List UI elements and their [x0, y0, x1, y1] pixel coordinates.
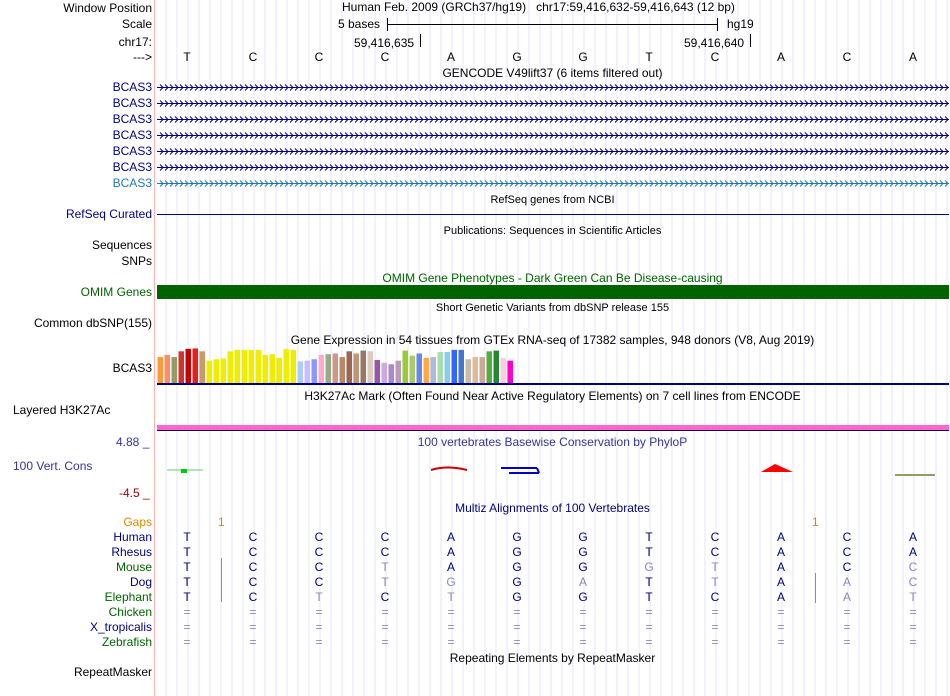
gtex-tissue-bar[interactable]	[466, 359, 472, 383]
alignment-base: G	[512, 530, 522, 544]
species-label[interactable]: Mouse	[115, 560, 152, 574]
dbsnp-title[interactable]: Short Genetic Variants from dbSNP release 155	[435, 302, 670, 314]
base-letter: C	[314, 50, 324, 64]
alignment-base: =	[513, 635, 521, 649]
alignment-base: C	[248, 575, 258, 589]
gtex-tissue-bar[interactable]	[431, 357, 437, 383]
gtex-tissue-bar[interactable]	[158, 357, 164, 383]
assembly-label: hg19	[727, 17, 754, 31]
refseq-title[interactable]: RefSeq genes from NCBI	[490, 194, 615, 206]
gencode-transcript-label[interactable]: BCAS3	[112, 112, 152, 126]
gencode-transcript-line[interactable]	[157, 100, 949, 107]
gtex-tissue-bar[interactable]	[452, 350, 458, 383]
alignment-base: =	[381, 635, 389, 649]
alignment-base: =	[381, 620, 389, 634]
alignment-base: =	[183, 605, 191, 619]
alignment-base: =	[315, 620, 323, 634]
gtex-tissue-bar[interactable]	[298, 361, 304, 383]
gtex-tissue-bar[interactable]	[417, 353, 423, 383]
alignment-base: T	[183, 590, 191, 604]
base-letter: A	[446, 50, 455, 64]
alignment-base: =	[711, 605, 719, 619]
alignment-base: =	[381, 605, 389, 619]
gtex-tissue-bar[interactable]	[256, 350, 262, 383]
alignment-base: =	[777, 620, 785, 634]
alignment-base: C	[908, 575, 918, 589]
alignment-base: C	[842, 545, 852, 559]
alignment-base: G	[512, 590, 522, 604]
gencode-transcript-label[interactable]: BCAS3	[112, 128, 152, 142]
gencode-transcript-label[interactable]: BCAS3	[112, 96, 152, 110]
alignment-base: A	[446, 530, 455, 544]
alignment-base: C	[248, 545, 258, 559]
h3k27ac-title[interactable]: H3K27Ac Mark (Often Found Near Active Regulatory Elements) on 7 cell lines from ENCODE	[304, 389, 801, 403]
gtex-tissue-bar[interactable]	[424, 358, 430, 383]
alignment-base: A	[776, 530, 785, 544]
h3k27ac-baseline	[157, 430, 949, 431]
omim-label[interactable]: OMIM Genes	[80, 285, 152, 299]
omim-feature-bar[interactable]	[157, 285, 949, 299]
gtex-tissue-bar[interactable]	[228, 351, 234, 383]
label-divider	[154, 0, 155, 696]
gtex-tissue-bar[interactable]	[389, 364, 395, 383]
gtex-tissue-bar[interactable]	[291, 350, 297, 383]
alignment-base: =	[315, 605, 323, 619]
gtex-tissue-bar[interactable]	[508, 361, 514, 383]
gtex-tissue-bar[interactable]	[312, 359, 318, 383]
gtex-tissue-bar[interactable]	[277, 358, 283, 383]
refseq-label[interactable]: RefSeq Curated	[65, 207, 152, 221]
coord-left-tick	[420, 34, 421, 47]
base-letter: T	[645, 50, 653, 64]
alignment-base: T	[447, 590, 455, 604]
alignment-base: T	[183, 545, 191, 559]
gtex-tissue-bar[interactable]	[354, 353, 360, 383]
position-title: Human Feb. 2009 (GRCh37/hg19) chr17:59,416,632-59,416,643 (12 bp)	[342, 0, 735, 14]
phylop-min: -4.5 _	[119, 486, 150, 500]
gtex-tissue-bar[interactable]	[473, 357, 479, 383]
gtex-bar-chart[interactable]	[157, 346, 949, 386]
alignment-base: A	[776, 560, 785, 574]
gtex-tissue-bar[interactable]	[242, 350, 248, 383]
alignment-base: C	[710, 530, 720, 544]
alignment-base: A	[842, 590, 851, 604]
alignment-base: G	[578, 560, 588, 574]
alignment-base: =	[579, 620, 587, 634]
gtex-tissue-bar[interactable]	[200, 351, 206, 383]
species-label[interactable]: Elephant	[104, 590, 152, 604]
alignment-base: =	[249, 605, 257, 619]
alignment-base: =	[183, 635, 191, 649]
gtex-tissue-bar[interactable]	[263, 355, 269, 383]
alignment-base: =	[315, 635, 323, 649]
gtex-tissue-bar[interactable]	[368, 351, 374, 383]
gtex-tissue-bar[interactable]	[326, 354, 332, 383]
coord-right: 59,416,640	[684, 36, 745, 50]
alignment-base: T	[645, 575, 653, 589]
alignment-base: A	[908, 545, 917, 559]
multiz-title[interactable]: Multiz Alignments of 100 Vertebrates	[455, 501, 650, 515]
snps-label[interactable]: SNPs	[121, 254, 152, 268]
scale-bar-left-tick	[387, 18, 388, 31]
gtex-tissue-bar[interactable]	[494, 351, 500, 383]
window-position-label: Window Position	[63, 1, 152, 15]
alignment-base: =	[909, 635, 917, 649]
gtex-tissue-bar[interactable]	[319, 355, 325, 383]
alignment-base: =	[645, 620, 653, 634]
alignment-base: =	[777, 635, 785, 649]
species-label[interactable]: Human	[113, 530, 152, 544]
alignment-base: =	[843, 620, 851, 634]
alignment-base: G	[578, 545, 588, 559]
alignment-base: =	[843, 635, 851, 649]
alignment-base: C	[248, 590, 258, 604]
alignment-base: C	[314, 545, 324, 559]
gtex-tissue-bar[interactable]	[487, 351, 493, 383]
gtex-tissue-bar[interactable]	[172, 357, 178, 383]
alignment-base: T	[909, 590, 917, 604]
gencode-title[interactable]: GENCODE V49lift37 (6 items filtered out)	[442, 66, 663, 80]
gtex-tissue-bar[interactable]	[347, 351, 353, 383]
base-letter: C	[248, 50, 258, 64]
alignment-base: A	[776, 575, 785, 589]
gencode-transcript-line[interactable]	[157, 148, 949, 155]
alignment-base: =	[447, 605, 455, 619]
alignment-base: G	[578, 590, 588, 604]
gtex-tissue-bar[interactable]	[214, 359, 220, 383]
repeatmasker-label[interactable]: RepeatMasker	[73, 665, 152, 679]
base-letter: G	[512, 50, 522, 64]
alignment-base: A	[446, 560, 455, 574]
alignment-base: T	[381, 575, 389, 589]
dbsnp-label[interactable]: Common dbSNP(155)	[33, 316, 152, 330]
gtex-tissue-bar[interactable]	[340, 357, 346, 383]
base-letter: C	[842, 50, 852, 64]
refseq-feature-line[interactable]	[157, 214, 949, 215]
phylop-title[interactable]: 100 vertebrates Basewise Conservation by PhyloP	[417, 435, 688, 449]
gtex-tissue-bar[interactable]	[382, 363, 388, 383]
gtex-tissue-bar[interactable]	[165, 355, 171, 383]
scale-bar-right-tick	[717, 18, 718, 31]
gtex-label[interactable]: BCAS3	[112, 361, 152, 375]
alignment-base: C	[380, 545, 390, 559]
alignment-base: C	[710, 545, 720, 559]
alignment-base: C	[380, 530, 390, 544]
alignment-base: =	[183, 620, 191, 634]
alignment-base: T	[183, 530, 191, 544]
alignment-base: T	[711, 560, 719, 574]
gaps-label: Gaps	[123, 515, 152, 529]
alignment-base: G	[512, 575, 522, 589]
base-letter: T	[183, 50, 191, 64]
alignment-base: A	[842, 575, 851, 589]
gtex-tissue-bar[interactable]	[501, 358, 507, 383]
alignment-base: G	[512, 560, 522, 574]
gencode-transcript-line[interactable]	[157, 180, 949, 187]
alignment-base: T	[645, 590, 653, 604]
alignment-base: =	[711, 620, 719, 634]
alignment-base: C	[710, 590, 720, 604]
scale-text: 5 bases	[338, 17, 381, 31]
alignment-base: =	[843, 605, 851, 619]
alignment-base: =	[645, 635, 653, 649]
base-letter: C	[380, 50, 390, 64]
gtex-tissue-bar[interactable]	[480, 357, 486, 383]
alignment-base: =	[909, 620, 917, 634]
alignment-base: =	[513, 605, 521, 619]
alignment-base: G	[644, 560, 654, 574]
species-label[interactable]: Dog	[129, 575, 152, 589]
gencode-transcript-label[interactable]: BCAS3	[112, 176, 152, 190]
species-label[interactable]: Zebrafish	[101, 635, 152, 649]
gtex-tissue-bar[interactable]	[445, 352, 451, 383]
alignment-base: =	[447, 620, 455, 634]
alignment-base: G	[578, 530, 588, 544]
h3k27ac-label[interactable]: Layered H3K27Ac	[13, 403, 111, 417]
alignment-base: A	[776, 545, 785, 559]
alignment-base: C	[248, 560, 258, 574]
alignment-base: =	[777, 605, 785, 619]
alignment-base: G	[512, 545, 522, 559]
base-letter: A	[908, 50, 917, 64]
gtex-tissue-bar[interactable]	[361, 351, 367, 383]
sequences-label[interactable]: Sequences	[91, 238, 152, 252]
alignment-base: A	[776, 590, 785, 604]
alignment-base: =	[579, 635, 587, 649]
phylop-signal[interactable]	[157, 460, 949, 482]
scale-label: Scale	[121, 17, 152, 31]
chrom-label: chr17:	[118, 35, 152, 49]
gtex-tissue-bar[interactable]	[375, 360, 381, 383]
alignment-base: T	[645, 545, 653, 559]
species-label[interactable]: Chicken	[108, 605, 152, 619]
alignment-base: T	[183, 560, 191, 574]
publications-title[interactable]: Publications: Sequences in Scientific Articles	[443, 225, 662, 237]
alignment-base: C	[842, 530, 852, 544]
gtex-tissue-bar[interactable]	[221, 359, 227, 383]
alignment-base: =	[513, 620, 521, 634]
gencode-transcript-label[interactable]: BCAS3	[112, 80, 152, 94]
alignment-base: T	[381, 560, 389, 574]
alignment-base: C	[248, 530, 258, 544]
gtex-tissue-bar[interactable]	[459, 350, 465, 383]
repeatmasker-title[interactable]: Repeating Elements by RepeatMasker	[449, 651, 656, 665]
gencode-transcript-label[interactable]: BCAS3	[112, 144, 152, 158]
gtex-title[interactable]: Gene Expression in 54 tissues from GTEx RNA-seq of 17382 samples, 948 donors (V8, Aug 2019)	[290, 333, 815, 347]
scale-bar	[387, 24, 717, 25]
alignment-base: =	[645, 605, 653, 619]
gtex-tissue-bar[interactable]	[305, 361, 311, 383]
gtex-tissue-bar[interactable]	[270, 354, 276, 383]
omim-title[interactable]: OMIM Gene Phenotypes - Dark Green Can Be Disease-causing	[382, 271, 723, 285]
base-letter: A	[776, 50, 785, 64]
phylop-max: 4.88 _	[116, 435, 150, 449]
gtex-tissue-bar[interactable]	[249, 350, 255, 383]
base-letter: C	[710, 50, 720, 64]
gtex-tissue-bar[interactable]	[186, 349, 192, 383]
gtex-tissue-bar[interactable]	[410, 356, 416, 383]
gtex-tissue-bar[interactable]	[403, 351, 409, 383]
alignment-base: A	[446, 545, 455, 559]
alignment-base: =	[249, 620, 257, 634]
alignment-base: C	[908, 560, 918, 574]
gtex-tissue-bar[interactable]	[396, 361, 402, 383]
alignment-base: =	[711, 635, 719, 649]
alignment-base: T	[315, 590, 323, 604]
gencode-transcript-line[interactable]	[157, 132, 949, 139]
gtex-tissue-bar[interactable]	[193, 348, 199, 383]
gencode-transcript-line[interactable]	[157, 116, 949, 123]
gap-count-1: 1	[218, 515, 225, 529]
alignment-base: =	[579, 605, 587, 619]
alignment-base: T	[645, 530, 653, 544]
gencode-transcript-line[interactable]	[157, 164, 949, 171]
alignment-base: =	[249, 635, 257, 649]
coord-left: 59,416,635	[354, 36, 415, 50]
alignment-base: =	[447, 635, 455, 649]
alignment-base: A	[578, 575, 587, 589]
gtex-tissue-bar[interactable]	[284, 349, 290, 383]
alignment-base: C	[314, 530, 324, 544]
base-letter: G	[578, 50, 588, 64]
alignment-base: C	[314, 575, 324, 589]
gencode-transcript-label[interactable]: BCAS3	[112, 160, 152, 174]
alignment-base: =	[909, 605, 917, 619]
alignment-base: C	[380, 590, 390, 604]
species-label[interactable]: X_tropicalis	[89, 620, 152, 634]
gtex-tissue-bar[interactable]	[207, 361, 213, 383]
mouse-gap-marker	[221, 558, 222, 602]
alignment-base: T	[183, 575, 191, 589]
gtex-tissue-bar[interactable]	[333, 353, 339, 383]
gap-count-2: 1	[812, 515, 819, 529]
alignment-base: T	[711, 575, 719, 589]
phylop-label[interactable]: 100 Vert. Cons	[13, 459, 93, 473]
alignment-base: G	[446, 575, 456, 589]
alignment-base: A	[908, 530, 917, 544]
alignment-base: C	[314, 560, 324, 574]
strand-label: --->	[133, 50, 152, 64]
gencode-transcript-line[interactable]	[157, 84, 949, 91]
gtex-tissue-bar[interactable]	[438, 352, 444, 383]
species-label[interactable]: Rhesus	[111, 545, 152, 559]
gtex-tissue-bar[interactable]	[235, 350, 241, 383]
gtex-tissue-bar[interactable]	[179, 351, 185, 383]
dog-gap-marker	[815, 573, 816, 603]
alignment-base: C	[842, 560, 852, 574]
coord-right-tick	[750, 34, 751, 47]
